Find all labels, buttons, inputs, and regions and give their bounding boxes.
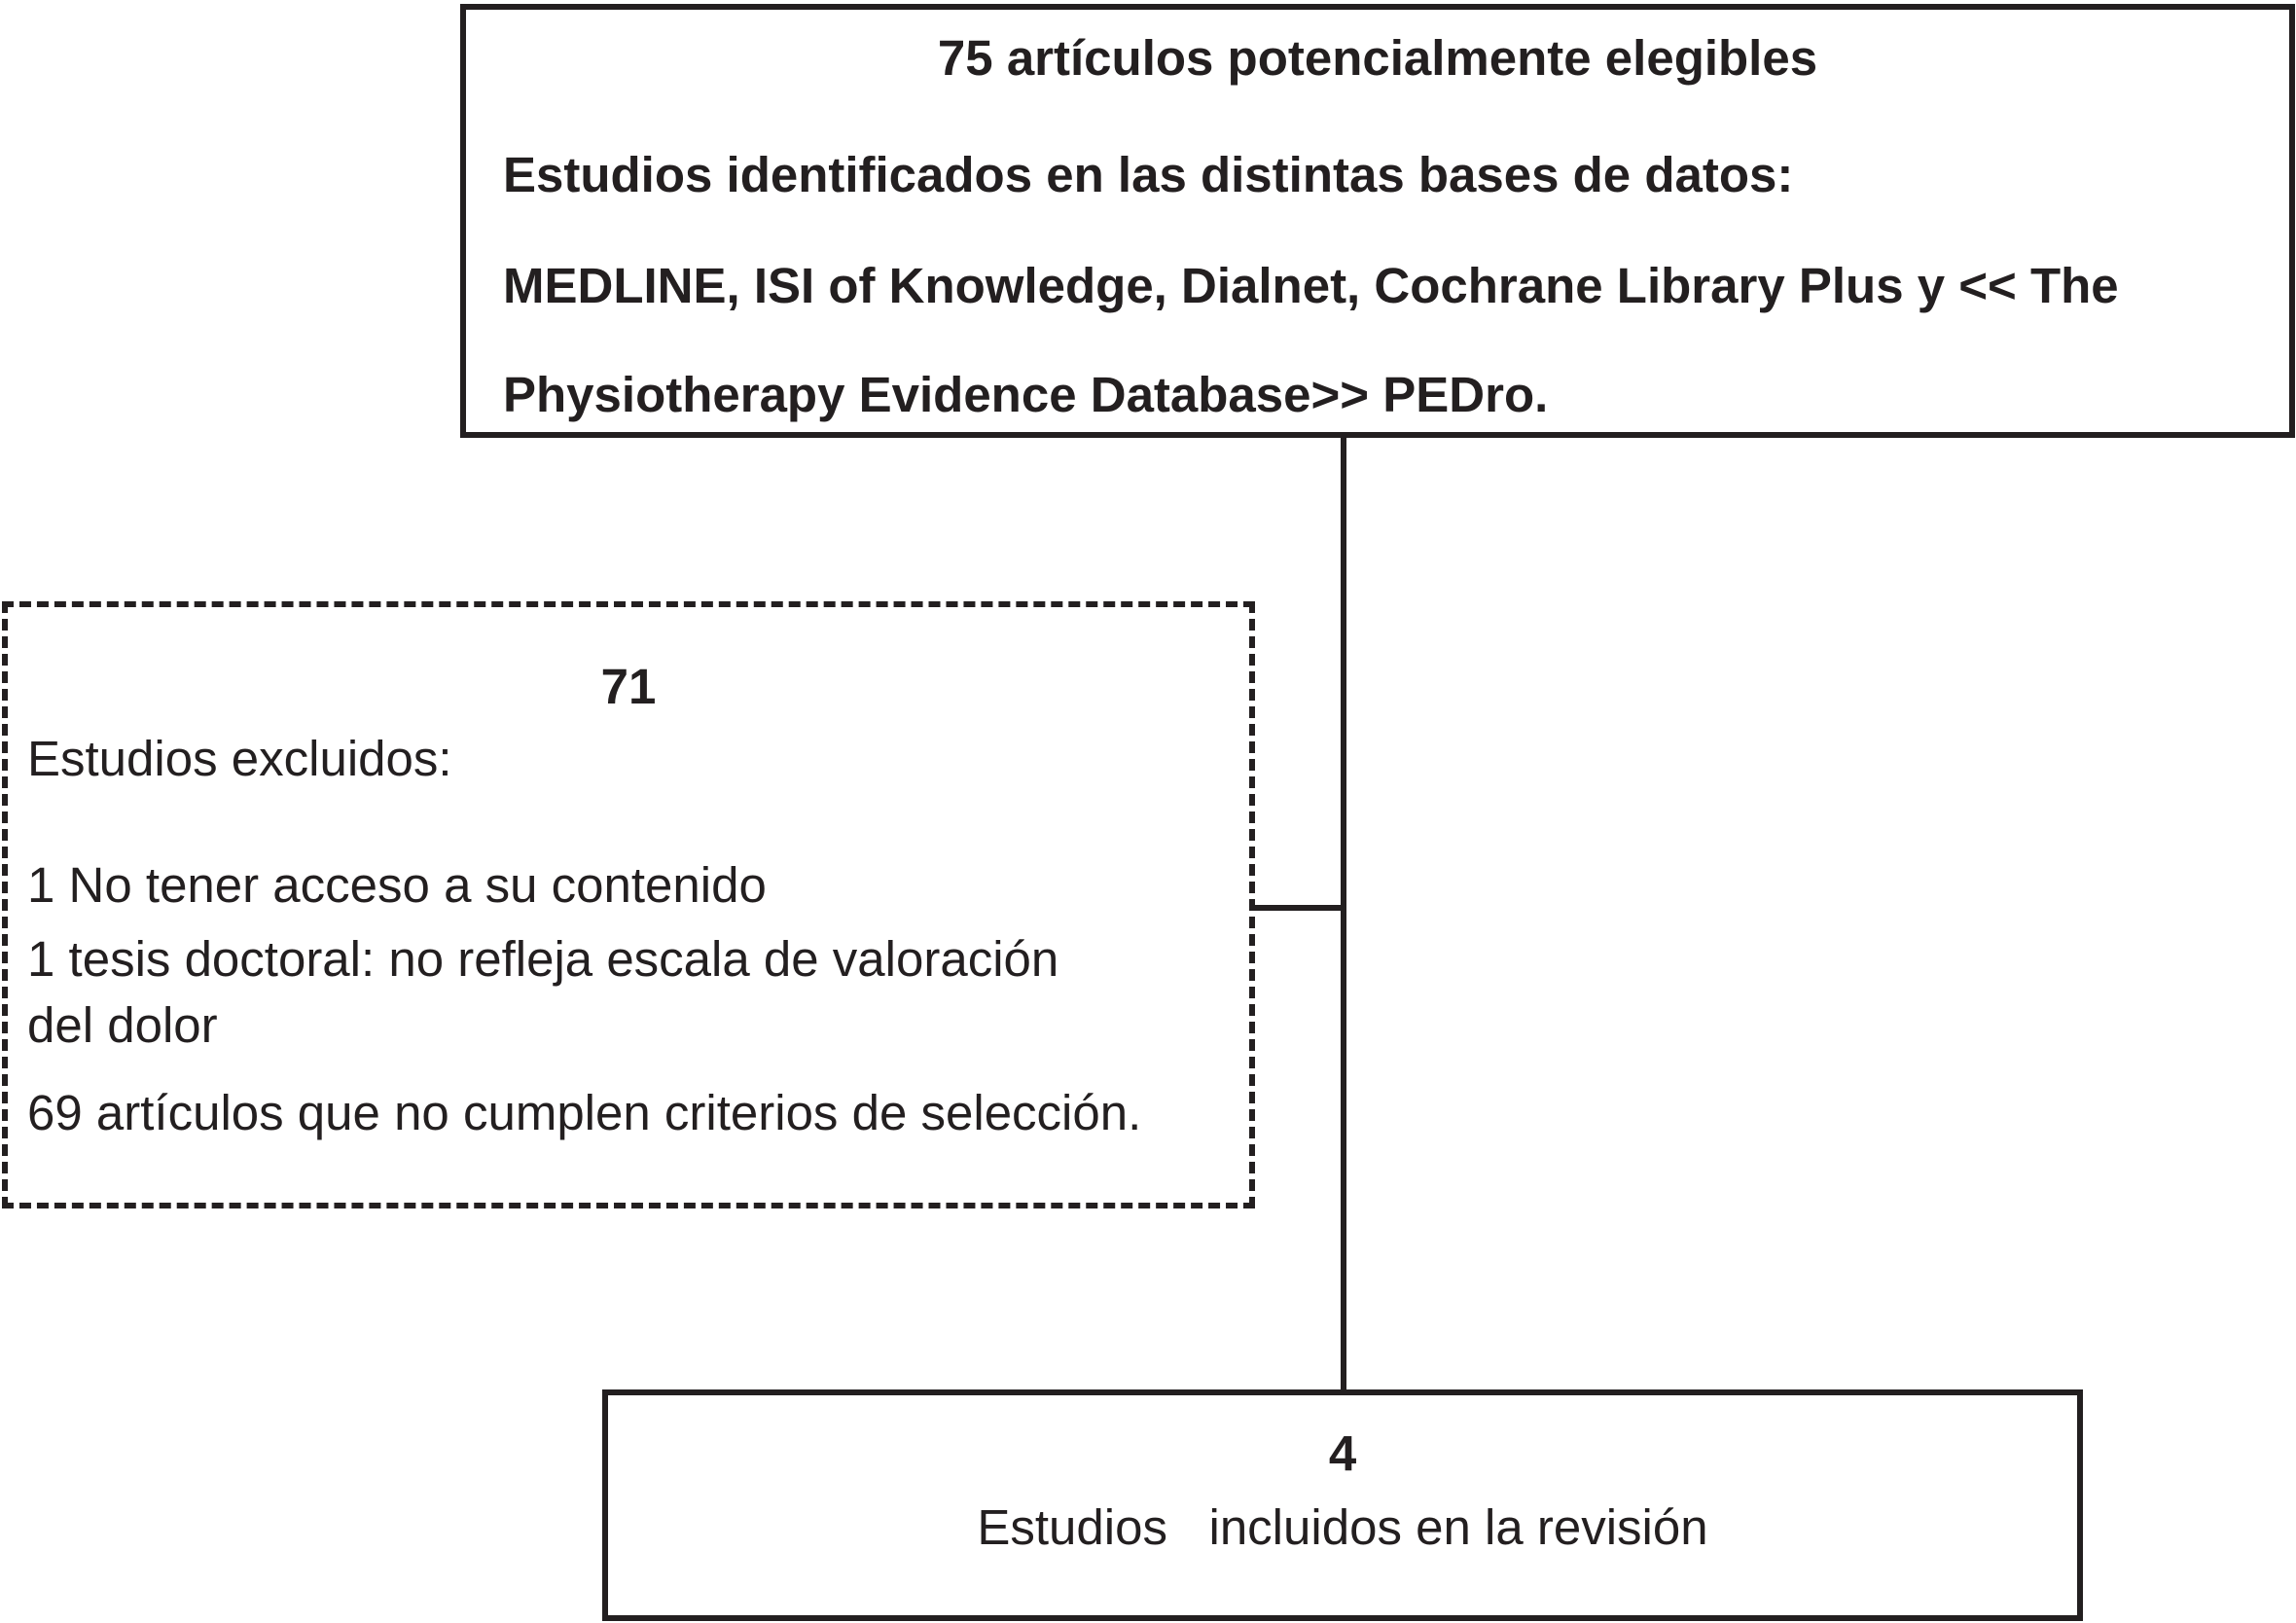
excluded-reason-thesis-line-2: del dolor (27, 997, 218, 1053)
excluded-studies-box (2, 601, 1255, 1208)
excluded-heading: Estudios excluidos: (27, 731, 452, 786)
flow-connector-vertical (1341, 438, 1346, 1391)
excluded-reason-thesis-line-1: 1 tesis doctoral: no refleja escala de valoración (27, 931, 1059, 987)
databases-list-line-1: MEDLINE, ISI of Knowledge, Dialnet, Cochrane Library Plus y << The (503, 258, 2119, 313)
included-label: Estudios incluidos en la revisión (977, 1499, 1708, 1555)
eligible-articles-title: 75 artículos potencialmente elegibles (937, 30, 1818, 86)
excluded-reason-no-access: 1 No tener acceso a su contenido (27, 857, 767, 913)
excluded-reason-criteria: 69 artículos que no cumplen criterios de selección. (27, 1085, 1142, 1140)
identified-studies-box (460, 4, 2295, 438)
excluded-count: 71 (600, 659, 657, 714)
included-studies-box (602, 1389, 2083, 1621)
databases-heading: Estudios identificados en las distintas bases de datos: (503, 147, 1794, 202)
flow-connector-to-excluded (1255, 905, 1346, 911)
databases-list-line-2: Physiotherapy Evidence Database>> PEDro. (503, 367, 1549, 422)
included-count: 4 (1328, 1425, 1357, 1481)
